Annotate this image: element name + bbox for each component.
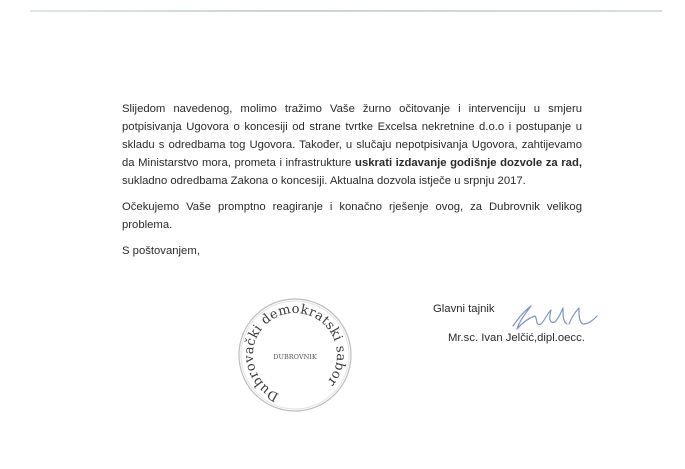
organization-stamp xyxy=(236,296,354,414)
handwritten-signature xyxy=(505,302,600,332)
signatory-name: Mr.sc. Ivan Jelčić,dipl.oecc. xyxy=(448,332,585,344)
signatory-title: Glavni tajnik xyxy=(433,303,495,315)
letter-body xyxy=(122,100,582,260)
stamp-center-text: DUBROVNIK xyxy=(273,353,317,361)
request-text-end: sukladno odredbama Zakona o koncesiji. Aktualna dozvola istječe u srpnju 2017. xyxy=(122,175,526,187)
request-text-start: Slijedom navedenog, molimo tražimo Vaše žurno očitovanje i intervenciju u smjeru potpisivanja Ugovora o koncesiji od strane tvrtke Excelsa nekretnine d.o.o i postupanje u skladu s odredbama tog Ugovora. Također, u slučaju nepotpisivanja Ugovora, zahtijevamo da Ministarstvo mora, prometa i infrastrukture xyxy=(122,103,582,169)
signature-block xyxy=(433,300,593,360)
closing-salutation: S poštovanjem, xyxy=(122,245,200,257)
stamp-ring-text: Dubrovački demokratski sabor xyxy=(241,301,349,404)
top-divider xyxy=(30,10,662,12)
request-emphasis: uskrati izdavanje godišnje dozvole za rad, xyxy=(355,157,582,169)
request-paragraph xyxy=(122,100,582,190)
stamp-seal-graphic xyxy=(236,296,354,414)
expectation-paragraph: Očekujemo Vaše promptno reagiranje i konačno rješenje ovog, za Dubrovnik velikog problema. xyxy=(122,201,582,231)
